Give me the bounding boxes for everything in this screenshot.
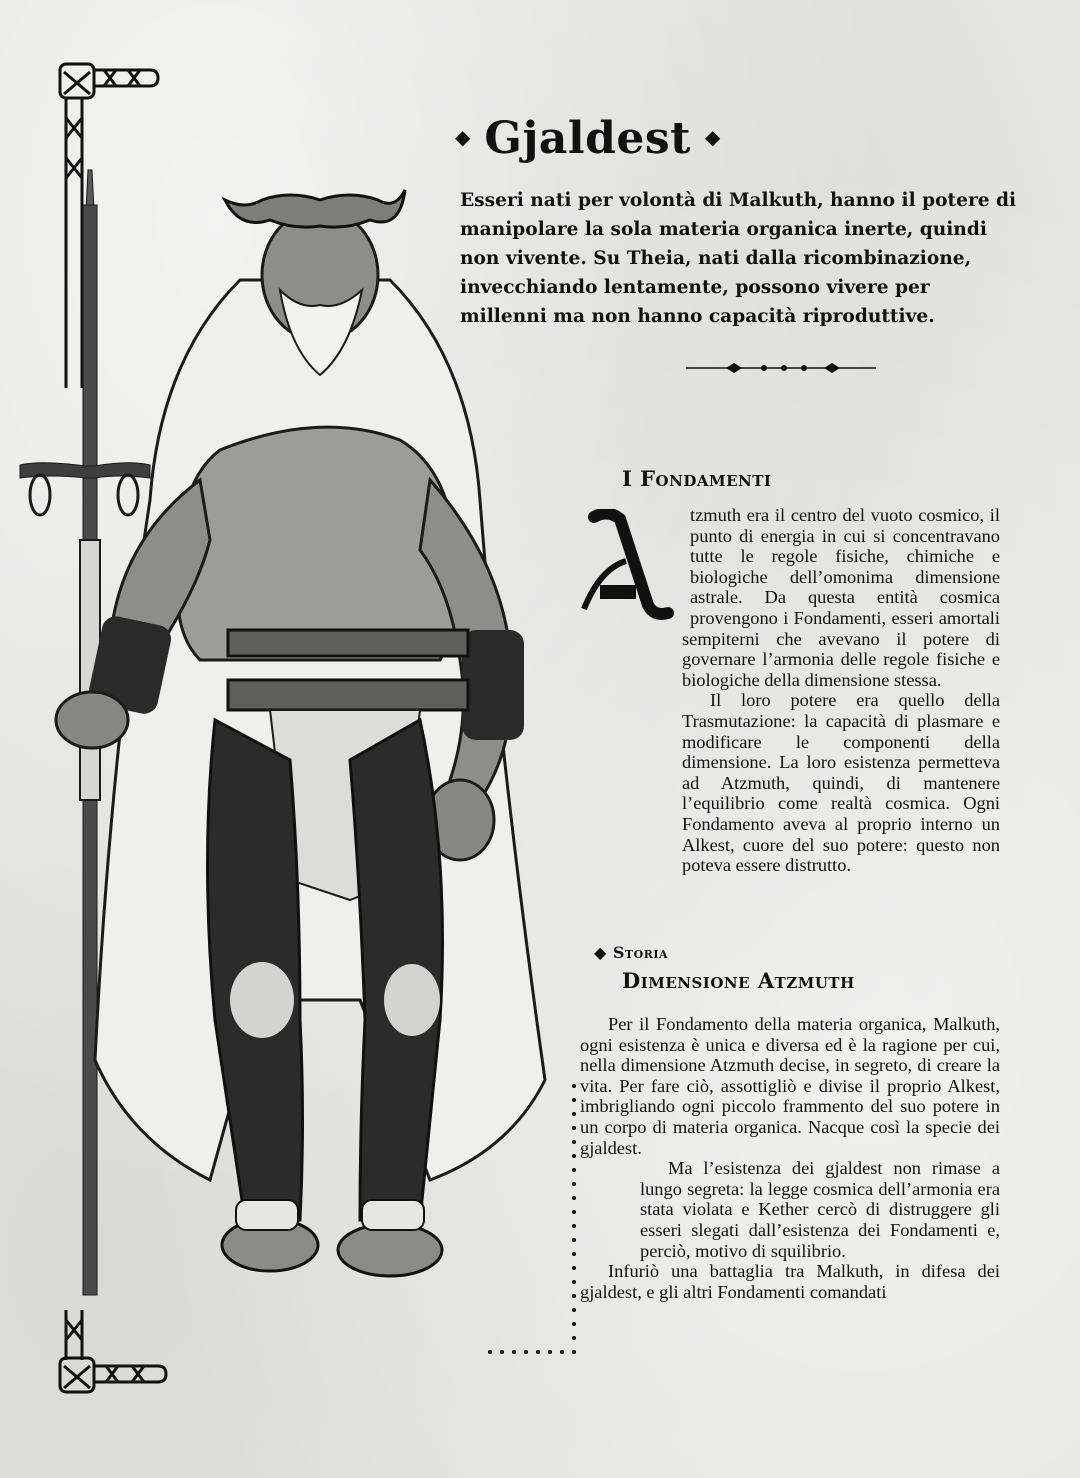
right-leg [350,720,443,1220]
fondamenti-paragraph-2: Il loro potere era quello della Trasmutazione: la capacità di plasmare e modificare le componenti della dimensione. La loro esistenza permetteva ad Atzmuth, quindi, di mantenere l’equilibrio come realtà cosmica. Ogni Fondamento aveva al proprio interno un Alkest, cuore del suo potere: questo non poteva essere distrutto. [682,690,1000,876]
celtic-knot-frame-corner-bottom [54,1310,174,1400]
right-knee-patch [384,964,440,1036]
storia-body [580,1014,1000,1302]
right-foot [338,1224,442,1276]
storia-kicker-text: Storia [612,943,669,962]
section-heading-fondamenti: I Fondamenti [622,466,772,491]
fondamenti-paragraph-1: tzmuth era il centro del vuoto cosmico, il punto di energia in cui si concentravano tutte le regole fisiche, chimiche e biologiche dell’omonima dimensione astrale. Da questa entità cosmica provengono i Fondamenti, esseri amortali sempiterni che avevano il potere di governare l’armonia delle regole fisiche e biologiche della dimensione stessa. [682,505,1000,690]
right-bracer [462,630,524,740]
storia-paragraph-2: Ma l’esistenza dei gjaldest non rimase a lungo segreta: la legge cosmica dell’armonia era stata violata e Kether cercò di distruggere gli esseri slegati dall’esistenza dei Fondamenti e, perciò, motivo di squilibrio. [640,1158,1000,1261]
horns [225,190,405,227]
torso [178,427,461,660]
dotted-rule-ornament [488,1080,588,1360]
intro-paragraph: Esseri nati per volontà di Malkuth, hanno il potere di manipolare la sola materia organica inerte, quindi non vivente. Su Theia, nati dalla ricombinazione, invecchiando lentamente, possono vivere per millenni ma non hanno capacità riproduttive. [460,190,1017,327]
flourish-divider [686,358,886,378]
belt-upper [228,630,468,656]
title-ornament-left: ◆ [455,127,471,149]
drop-cap [574,509,680,621]
section-heading-atzmuth: Dimensione Atzmuth [622,968,855,993]
left-knee-patch [230,962,294,1038]
storia-paragraph-3: Infuriò una battaglia tra Malkuth, in difesa dei gjaldest, e gli altri Fondamenti comandati [580,1261,1000,1302]
title-ornament-right: ◆ [704,127,721,149]
fondamenti-body [622,505,1000,876]
gjaldest-warrior-illustration [0,160,560,1310]
page-title [455,108,755,168]
left-hand [56,692,128,748]
title-text: Gjaldest [484,112,691,164]
section-kicker-storia [594,943,668,962]
storia-paragraph-1: Per il Fondamento della materia organica, Malkuth, ogni esistenza è unica e diversa ed è la ragione per cui, nella dimensione Atzmuth decise, in segreto, di creare la vita. Per fare ciò, assottigliò e divise il proprio Alkest, imbrigliando ogni piccolo frammento del suo potere in un corpo di materia organica. Nacque così la specie dei gjaldest. [580,1014,1000,1158]
drop-cap-ornament [574,509,680,621]
storia-ornament-icon: ◆ [594,943,613,962]
belt-lower [228,680,468,710]
